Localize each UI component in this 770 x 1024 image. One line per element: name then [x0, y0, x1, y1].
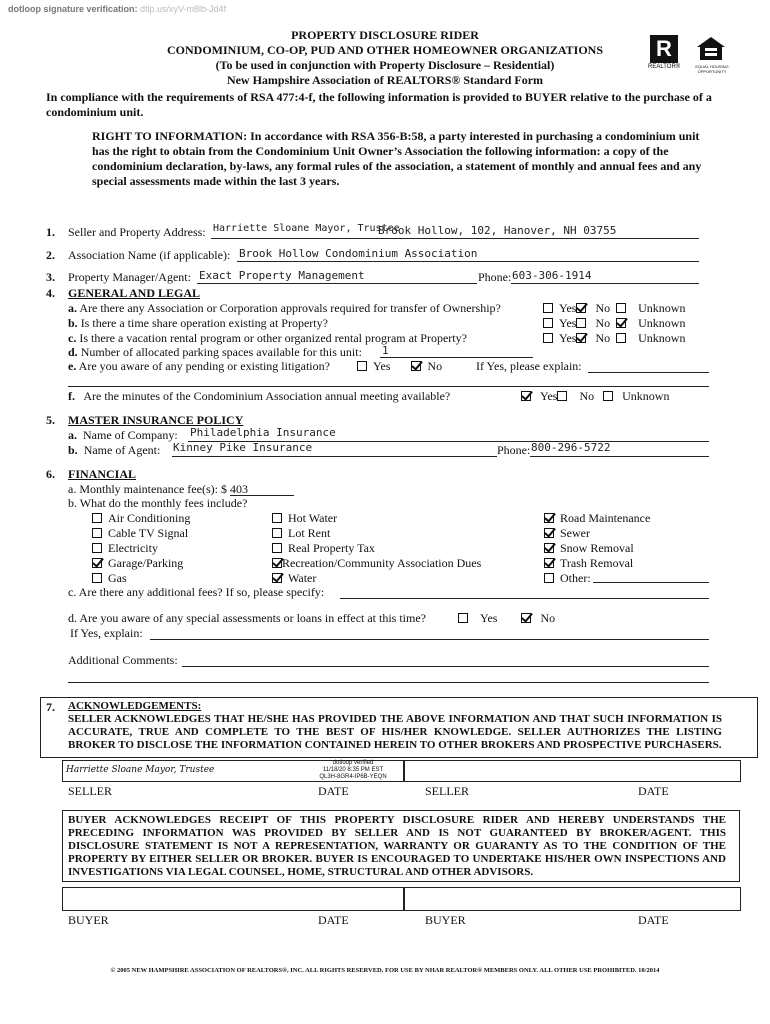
fee-item-label: Hot Water — [288, 511, 338, 525]
yes-label: Yes — [480, 611, 498, 625]
sec5-agent-line — [172, 456, 497, 457]
letter: d. — [68, 345, 78, 359]
fee-item-label: Gas — [108, 571, 127, 585]
dotloop-date: 11/18/20 8:35 PM EST — [322, 767, 384, 773]
doc-subtitle: CONDOMINIUM, CO-OP, PUD AND OTHER HOMEOWNER ORGANIZATIONS — [166, 43, 604, 57]
second-buyer-signature-box[interactable] — [404, 887, 741, 911]
checkbox[interactable] — [272, 543, 282, 553]
verification-label: dotloop signature verification: — [8, 4, 138, 14]
checkbox-yes[interactable] — [576, 303, 586, 313]
sec7-num: 7. — [46, 700, 55, 714]
unknown-label: Unknown — [622, 389, 670, 403]
yes-label: Yes — [559, 316, 577, 330]
no-label: No — [595, 316, 611, 330]
additional-fees-label: c. Are there any additional fees? If so, please specify: — [68, 585, 325, 599]
additional-comments-line[interactable] — [182, 666, 709, 667]
buyer-label-1: BUYER — [68, 913, 109, 927]
sec3-label: Property Manager/Agent: — [68, 270, 191, 284]
checkbox-yes[interactable] — [357, 361, 367, 371]
special-assessments-label: d. Are you aware of any special assessments or loans in effect at this time? — [68, 611, 427, 625]
sec4-a-yes-no-unknown — [543, 301, 685, 316]
letter: c. — [68, 331, 77, 345]
fee-item — [272, 556, 481, 571]
no-label: No — [595, 301, 611, 315]
realtor-logo-text: REALTOR® — [648, 64, 681, 70]
monthly-fee-label: a. Monthly maintenance fee(s): $ — [68, 482, 227, 496]
special-assessments-explain-line[interactable] — [150, 639, 709, 640]
property-address-field[interactable]: Brook Hollow, 102, Hanover, NH 03755 — [378, 224, 617, 237]
checkbox-no[interactable] — [521, 613, 531, 623]
fee-item-label: Air Conditioning — [108, 511, 191, 525]
sec5-company-row — [68, 428, 178, 443]
date-label-2: DATE — [638, 784, 669, 798]
checkbox[interactable] — [544, 543, 554, 553]
date-label-4: DATE — [638, 913, 669, 927]
sec4-c-yes-no-unknown — [543, 331, 685, 346]
sec3-num: 3. — [46, 270, 55, 284]
no-label: No — [427, 359, 443, 373]
checkbox[interactable] — [272, 558, 282, 568]
company-label: Name of Company: — [83, 428, 178, 442]
checkbox-yes[interactable] — [576, 318, 586, 328]
manager-phone-field[interactable]: 603-306-1914 — [512, 269, 592, 282]
fee-item — [544, 571, 650, 586]
checkbox[interactable] — [272, 573, 282, 583]
seller-name-field[interactable]: Harriette Sloane Mayor, Trustee — [213, 223, 400, 234]
checkbox-pre[interactable] — [543, 318, 553, 328]
intro-text: In compliance with the requirements of RSA 477:4-f, the following information is provided to BUYER relative to the purchase of a condominium unit. — [46, 90, 712, 119]
buyer-label-2: BUYER — [425, 913, 466, 927]
monthly-fee-field[interactable]: 403 — [230, 482, 248, 496]
fee-item-label: Electricity — [108, 541, 158, 555]
sec5-phone-label: Phone: — [497, 443, 531, 457]
fee-item-label: Lot Rent — [288, 526, 331, 540]
other-fee-line[interactable] — [593, 582, 709, 583]
sec4-f-yes-no-unknown — [521, 389, 669, 404]
seller-label-2: SELLER — [425, 784, 469, 798]
additional-fees-line[interactable] — [340, 598, 709, 599]
fees-col2 — [272, 511, 481, 586]
checkbox-no[interactable] — [616, 333, 626, 343]
fee-item-label: Recreation/Community Association Dues — [282, 556, 482, 570]
letter: b. — [68, 443, 78, 457]
checkbox-yes[interactable] — [458, 613, 468, 623]
question-text: Is there a vacation rental program or other organized rental program at Property? — [79, 331, 467, 345]
fee-item — [92, 571, 190, 586]
sec1-num: 1. — [46, 225, 55, 239]
fee-item-label: Trash Removal — [560, 556, 634, 570]
additional-comments-label: Additional Comments: — [68, 653, 178, 667]
question-text: Number of allocated parking spaces available for this unit: — [80, 345, 362, 359]
checkbox-no[interactable] — [557, 391, 567, 401]
yes-label: Yes — [559, 301, 577, 315]
sec4-a-question — [68, 301, 501, 316]
additional-comments-line-2[interactable] — [68, 682, 709, 683]
sec4-e-explain: If Yes, please explain: — [476, 359, 582, 373]
sec2-line — [237, 261, 699, 262]
fee-item — [92, 526, 190, 541]
unknown-label: Unknown — [638, 331, 686, 345]
no-label: No — [595, 331, 611, 345]
property-manager-field[interactable]: Exact Property Management — [199, 269, 365, 282]
seller-acknowledgement: SELLER ACKNOWLEDGES THAT HE/SHE HAS PROVIDED THE ABOVE INFORMATION AND THAT SUCH INFORMATION IS ACCURATE, TRUE AND COMPLETE TO THE BEST OF HIS/HER KNOWLEDGE. SELLER AUTHORIZES THE LISTING BROKER TO DISCLOSE THE INFORMATION CONTAINED HEREIN TO OTHER BROKERS AND PROSPECTIVE PURCHASERS. — [68, 713, 722, 751]
dotloop-id: QL3H-8GR4-IP6B-YEQN — [319, 774, 387, 780]
insurance-phone-field[interactable]: 800-296-5722 — [531, 441, 611, 454]
checkbox-pre[interactable] — [543, 303, 553, 313]
question-text: Are you aware of any pending or existing litigation? — [78, 359, 330, 373]
fee-item — [544, 556, 650, 571]
checkbox[interactable] — [544, 513, 554, 523]
question-text: Are there any Association or Corporation approvals required for transfer of Ownership? — [79, 301, 501, 315]
sec4-e-yes-no — [357, 359, 442, 374]
equal-housing-text: EQUAL HOUSING OPPORTUNITY — [695, 64, 729, 74]
fee-item — [92, 511, 190, 526]
seller-signature: Harriette Sloane Mayor, Trustee — [66, 765, 215, 775]
unknown-label: Unknown — [638, 301, 686, 315]
sec4-title: GENERAL AND LEGAL — [68, 286, 201, 300]
checkbox[interactable] — [92, 528, 102, 538]
checkbox[interactable] — [272, 528, 282, 538]
no-label: No — [579, 389, 595, 403]
sec7-title: ACKNOWLEDGEMENTS: — [68, 700, 202, 712]
fee-item-label: Water — [288, 571, 317, 585]
copyright-footer: © 2005 NEW HAMPSHIRE ASSOCIATION OF REALTORS®, INC. ALL RIGHTS RESERVED. FOR USE BY NHAR REALTOR® MEMBERS ONLY. ALL OTHER USE PROHIBITED. 10/2014 — [110, 967, 660, 974]
buyer-signature-box[interactable] — [62, 887, 404, 911]
fee-item-label: Road Maintenance — [560, 511, 651, 525]
fees-include-label: b. What do the monthly fees include? — [68, 496, 248, 510]
checkbox-unknown[interactable] — [603, 391, 613, 401]
sec2-label: Association Name (if applicable): — [68, 248, 231, 262]
sec5-num: 5. — [46, 413, 55, 427]
special-assessments-explain: If Yes, explain: — [70, 626, 143, 640]
yes-label: Yes — [373, 359, 391, 373]
sec5-phone-line — [530, 456, 709, 457]
fee-item-label: Snow Removal — [560, 541, 634, 555]
checkbox-pre[interactable] — [543, 333, 553, 343]
fee-item — [544, 541, 650, 556]
fee-item — [272, 526, 481, 541]
letter: a. — [68, 428, 77, 442]
right-to-information: RIGHT TO INFORMATION: In accordance with RSA 356-B:58, a party interested in purchasing a condominium unit has the right to obtain from the Condominium Unit Owner’s Association the following information: a copy of the condominium declaration, by-laws, any formal rules of the association, a statement of monthly and annual fees and any special assessments made within the last 3 years. — [92, 129, 702, 188]
special-assessments-yes-no — [458, 611, 555, 626]
letter: e. — [68, 359, 77, 373]
fees-col1 — [92, 511, 190, 586]
dotloop-stamp — [318, 760, 388, 781]
equal-housing-icon — [696, 36, 726, 66]
yes-label: Yes — [559, 331, 577, 345]
fee-item — [92, 556, 190, 571]
insurance-company-field[interactable]: Philadelphia Insurance — [190, 426, 336, 439]
fee-item-label: Other: — [560, 571, 591, 585]
checkbox[interactable] — [92, 543, 102, 553]
sec2-num: 2. — [46, 248, 55, 262]
sec4-e-explain-line-2[interactable] — [68, 386, 709, 387]
sec3-phone-line — [511, 283, 699, 284]
seller-label-1: SELLER — [68, 784, 112, 798]
checkbox[interactable] — [544, 558, 554, 568]
checkbox[interactable] — [544, 528, 554, 538]
unknown-label: Unknown — [638, 316, 686, 330]
fee-item — [92, 541, 190, 556]
verification-link[interactable]: dtlp.us/xyV-m8lb-Jd4f — [140, 4, 227, 14]
checkbox[interactable] — [544, 573, 554, 583]
checkbox[interactable] — [92, 573, 102, 583]
letter: a. — [68, 301, 77, 315]
checkbox-no[interactable] — [616, 318, 626, 328]
insurance-agent-field[interactable]: Kinney Pike Insurance — [173, 441, 313, 454]
sec4-b-question — [68, 316, 328, 331]
second-seller-signature-box[interactable] — [404, 760, 741, 782]
question-text: Are the minutes of the Condominium Association annual meeting available? — [83, 389, 451, 403]
sec4-f-question — [68, 389, 450, 404]
checkbox[interactable] — [272, 513, 282, 523]
checkbox-yes[interactable] — [576, 333, 586, 343]
letter: b. — [68, 316, 78, 330]
yes-label: Yes — [540, 389, 558, 403]
sec4-b-yes-no-unknown — [543, 316, 685, 331]
parking-line — [380, 357, 533, 358]
doc-title: PROPERTY DISCLOSURE RIDER — [291, 28, 479, 42]
sec1-label: Seller and Property Address: — [68, 225, 206, 239]
checkbox-no[interactable] — [616, 303, 626, 313]
fee-item-label: Sewer — [560, 526, 590, 540]
sec5-agent-row — [68, 443, 160, 458]
buyer-acknowledgement: BUYER ACKNOWLEDGES RECEIPT OF THIS PROPERTY DISCLOSURE RIDER AND HEREBY UNDERSTANDS THE PRECEDING INFORMATION WAS PROVIDED BY SELLER AND IS NOT GUARANTEED BY BROKER/AGENT. THIS DISCLOSURE STATEMENT IS NOT A REPRESENTATION, WARRANTY OR GUARANTY AS TO THE CONDITION OF THE PROPERTY BY EITHER SELLER OR BROKER. BUYER IS ENCOURAGED TO UNDERTAKE HIS/HER OWN INSPECTIONS AND INVESTIGATIONS VIA LEGAL COUNSEL, HOME, STRUCTURAL AND OTHER ADVISORS. — [68, 814, 726, 878]
date-label-1: DATE — [318, 784, 349, 798]
doc-org: New Hampshire Association of REALTORS® Standard Form — [226, 73, 544, 87]
no-label: No — [540, 611, 556, 625]
checkbox[interactable] — [92, 558, 102, 568]
fee-item-label: Cable TV Signal — [108, 526, 189, 540]
fee-item — [544, 511, 650, 526]
sec4-c-question — [68, 331, 467, 346]
sec4-e-explain-line[interactable] — [588, 372, 709, 373]
sec3-line — [197, 283, 477, 284]
fee-item — [272, 511, 481, 526]
fee-item — [272, 541, 481, 556]
doc-note: (To be used in conjunction with Property Disclosure – Residential) — [215, 58, 555, 72]
fee-item-label: Garage/Parking — [108, 556, 184, 570]
sec4-e-question — [68, 359, 330, 374]
parking-spaces-field[interactable]: 1 — [382, 344, 389, 357]
fee-item-label: Real Property Tax — [288, 541, 375, 555]
dotloop-verification — [8, 4, 226, 14]
fee-item — [544, 526, 650, 541]
checkbox[interactable] — [92, 513, 102, 523]
association-name-field[interactable]: Brook Hollow Condominium Association — [239, 247, 478, 260]
sec4-num: 4. — [46, 286, 55, 300]
realtor-logo: R — [650, 35, 678, 63]
sec4-d-question — [68, 345, 362, 360]
fee-item — [272, 571, 481, 586]
question-text: Is there a time share operation existing at Property? — [80, 316, 328, 330]
dotloop-verified: dotloop verified — [332, 760, 374, 766]
sec5-title: MASTER INSURANCE POLICY — [68, 413, 244, 427]
sec3-phone-label: Phone: — [478, 270, 512, 284]
fees-col3 — [544, 511, 650, 586]
checkbox-yes[interactable] — [521, 391, 531, 401]
checkbox-no[interactable] — [411, 361, 421, 371]
sec1-line — [211, 238, 699, 239]
letter: f. — [68, 389, 75, 403]
agent-label: Name of Agent: — [83, 443, 161, 457]
sec6-num: 6. — [46, 467, 55, 481]
date-label-3: DATE — [318, 913, 349, 927]
sec6-title: FINANCIAL — [68, 467, 137, 481]
